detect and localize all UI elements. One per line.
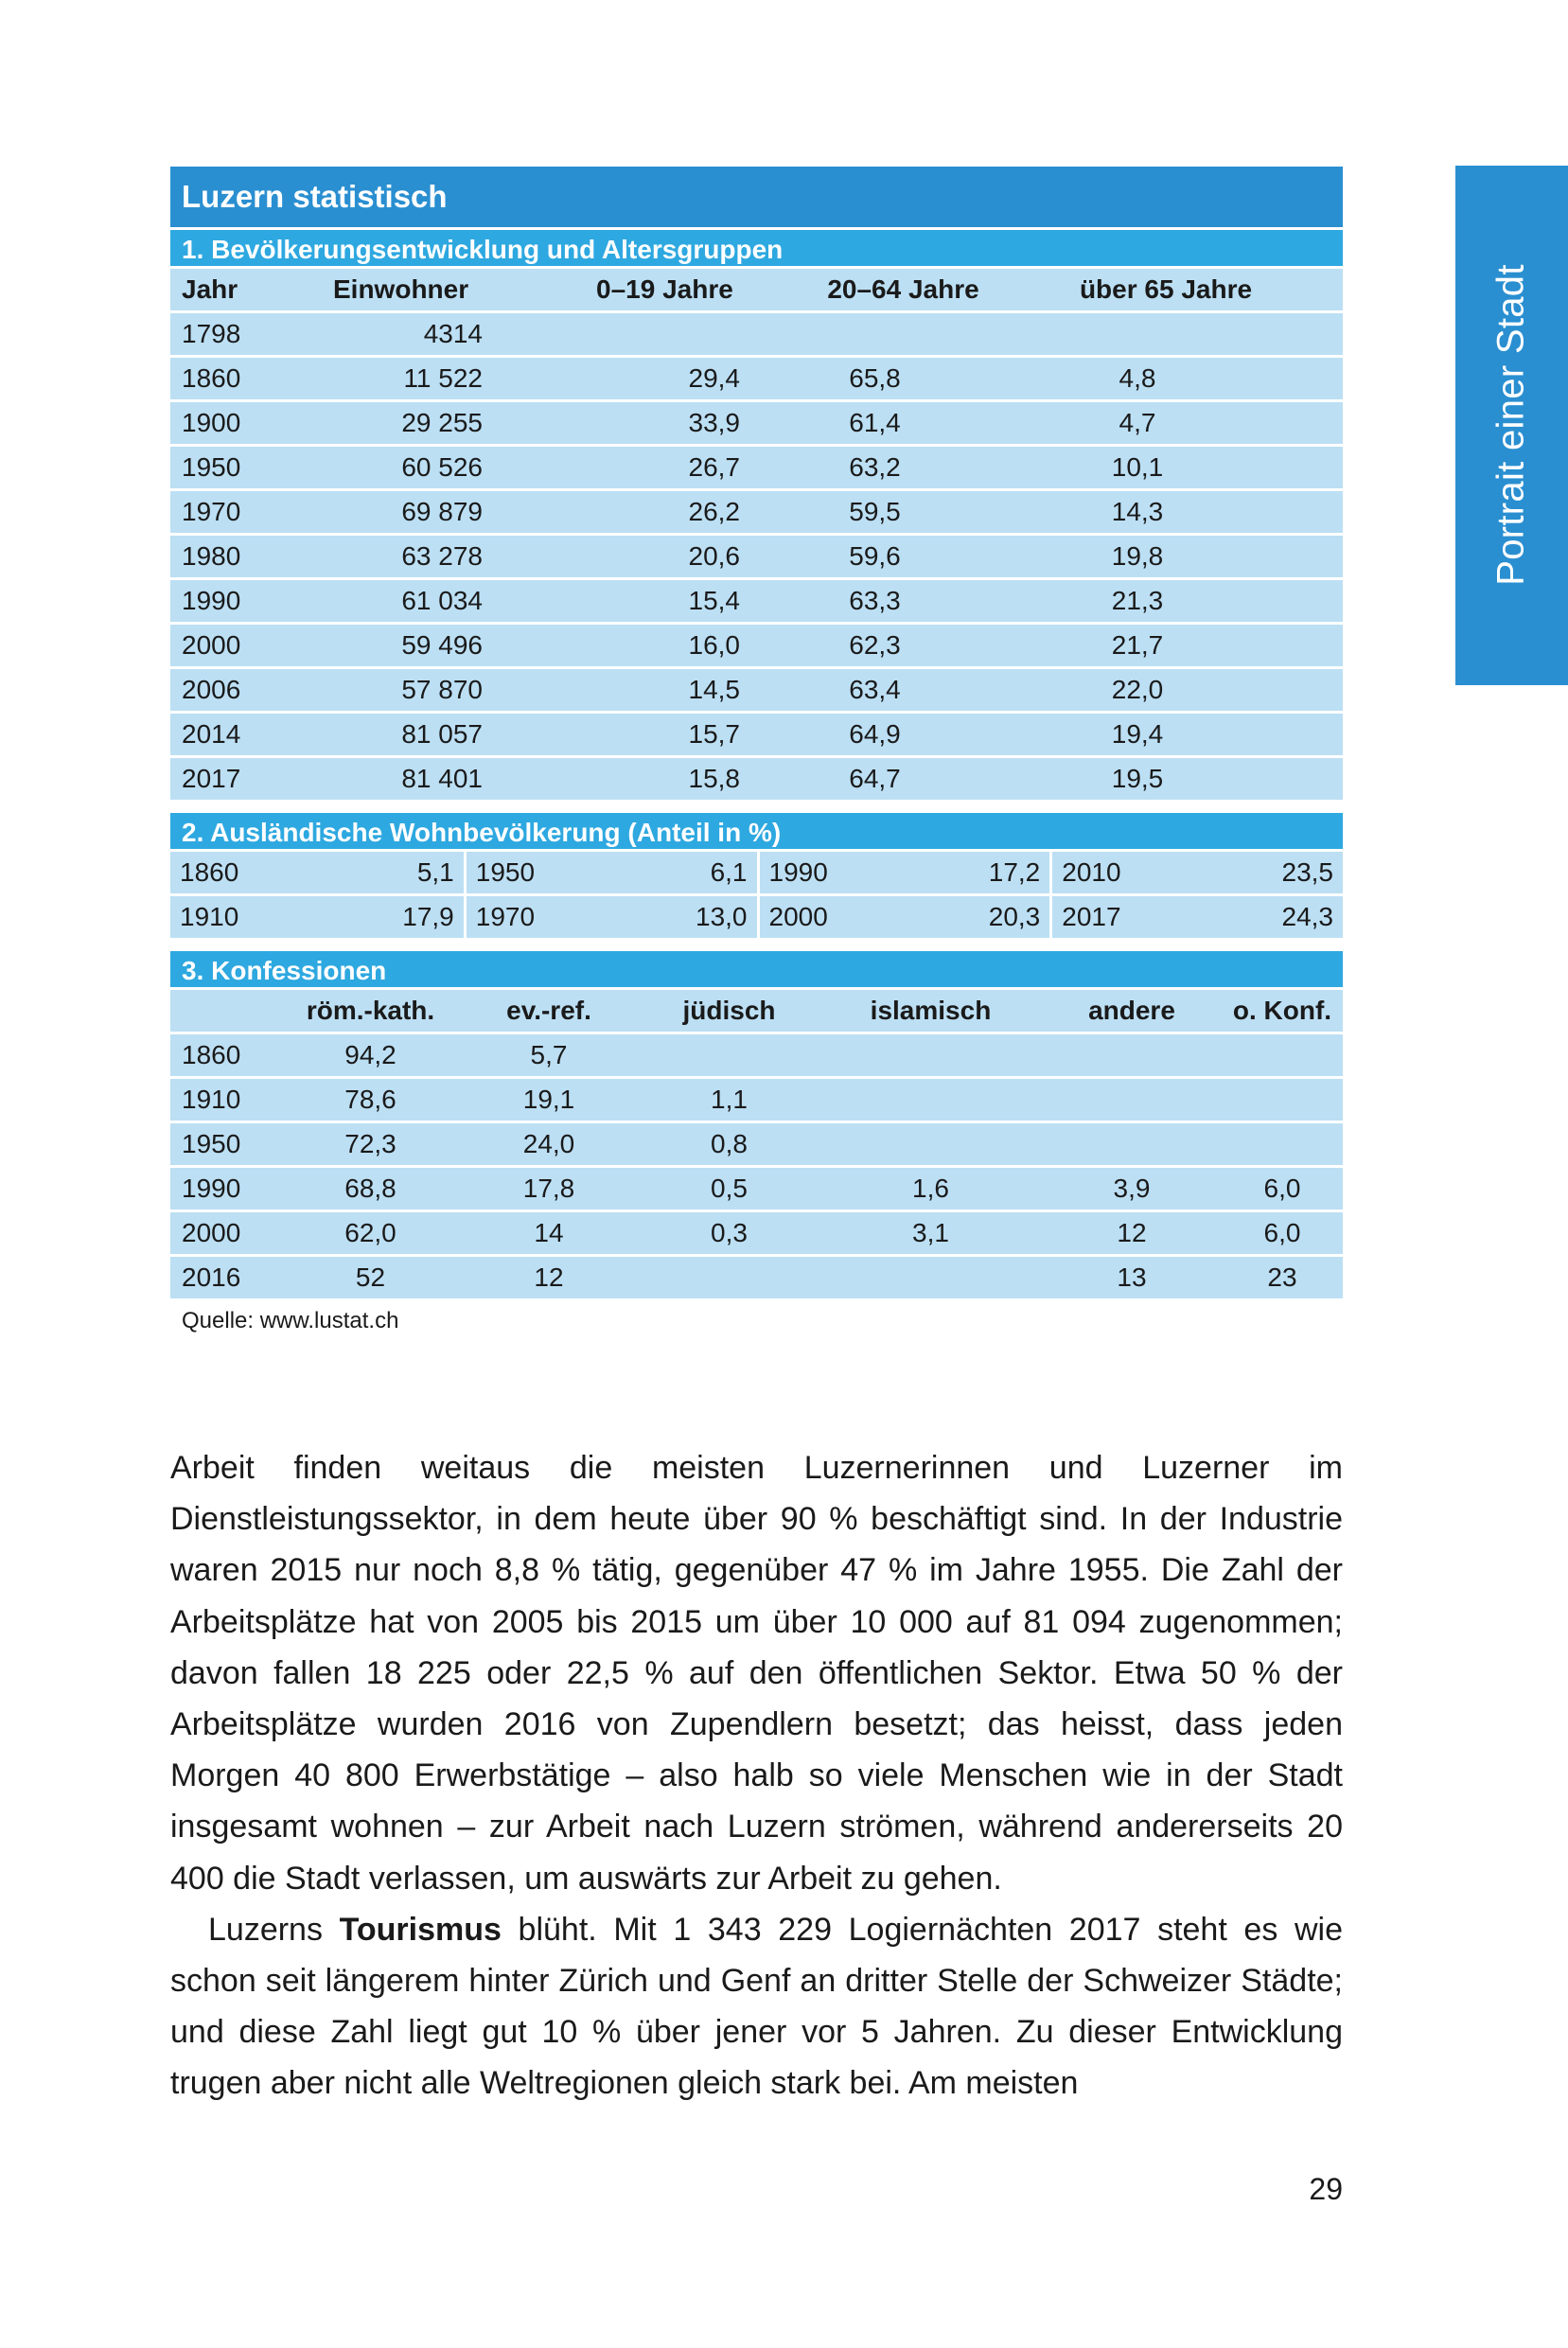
table-cell	[740, 313, 1010, 355]
table-cell	[1010, 313, 1265, 355]
table-cell: 13	[1117, 1262, 1147, 1292]
table-cell: 72,3	[344, 1129, 396, 1158]
paragraph	[170, 1904, 1343, 2110]
table-header-row	[170, 987, 1343, 1032]
column-header: Jahr	[182, 274, 238, 304]
table-cell: 26,2	[688, 497, 740, 526]
table-cell	[819, 1034, 1042, 1076]
table-cell: 1910	[182, 1085, 241, 1114]
table-cell: 16,0	[688, 630, 740, 660]
table-cell: 1980	[182, 541, 241, 571]
year-value-pair	[757, 896, 1050, 938]
table-cell: 59,5	[849, 497, 901, 526]
table-row	[170, 711, 1343, 755]
chapter-tab	[1455, 166, 1568, 685]
table-cell: 63,2	[849, 452, 901, 482]
table-cell-value: 17,2	[988, 857, 1041, 887]
paragraph-text: blüht. Mit 1 343 229 Logiernächten 2017 steht es wie schon seit längerem hinter Zürich und Genf an dritter Stelle der Schweizer Städte; und diese Zahl liegt gut 10 % über jener vor 5 Jahren. Zu dieser Entwicklung trugen aber nicht alle Weltregionen gleich stark bei. Am meisten	[170, 1911, 1343, 2102]
table-row	[170, 1076, 1343, 1121]
table-cell	[1042, 1034, 1222, 1076]
confessions-table-body	[170, 1032, 1343, 1298]
table-row	[170, 399, 1343, 444]
table-cell: 62,3	[849, 630, 901, 660]
body-text	[170, 1442, 1343, 2110]
table-cell: 1990	[182, 1174, 241, 1203]
table-row	[170, 1121, 1343, 1165]
table-cell: 1900	[182, 408, 241, 437]
table-row	[170, 577, 1343, 622]
paragraph: Arbeit finden weitaus die meisten Luzernerinnen und Luzerner im Dienstleistungssektor, in dem heute über 90 % beschäftigt sind. In der Industrie waren 2015 nur noch 8,8 % tätig, gegenüber 47 % im Jahre 1955. Die Zahl der Arbeitsplätze hat von 2005 bis 2015 um über 10 000 auf 81 094 zugenommen; davon fallen 18 225 oder 22,5 % auf den öffentlichen Sektor. Etwa 50 % der Arbeitsplätze wurden 2016 von Zupendlern besetzt; das heisst, dass jeden Morgen 40 800 Erwerbstätige – also halb so viele Menschen wie in der Stadt insgesamt wohnen – zur Arbeit nach Luzern strömen, während andererseits 20 400 die Stadt verlassen, um auswärts zur Arbeit zu gehen.	[170, 1450, 1343, 1897]
table-header-row	[170, 266, 1343, 310]
column-header: röm.-kath.	[306, 996, 435, 1025]
table-row	[170, 310, 1343, 355]
table-cell: 2016	[182, 1262, 241, 1292]
column-header: andere	[1088, 996, 1175, 1025]
table-row	[170, 488, 1343, 533]
table-cell: 14	[534, 1218, 564, 1247]
table-cell-year: 2017	[1062, 902, 1121, 931]
table-cell: 20,6	[688, 541, 740, 571]
table-cell: 59 496	[401, 630, 483, 660]
table-row	[170, 355, 1343, 399]
table-cell: 23	[1267, 1262, 1297, 1292]
table-cell: 1970	[182, 497, 241, 526]
chapter-tab-label: Portrait einer Stadt	[1489, 264, 1532, 586]
table-cell-value: 6,1	[710, 857, 748, 887]
year-value-pair	[464, 896, 757, 938]
table-cell: 60 526	[401, 452, 483, 482]
statistics-title: Luzern statistisch	[170, 167, 1343, 227]
table-cell: 33,9	[688, 408, 740, 437]
table-cell: 19,8	[1111, 541, 1164, 571]
table-cell-year: 2000	[768, 902, 828, 931]
table-row	[170, 1209, 1343, 1254]
table-cell: 64,9	[849, 719, 901, 749]
table-cell: 0,5	[711, 1174, 748, 1203]
table-cell: 81 401	[401, 764, 483, 793]
table-row	[170, 666, 1343, 711]
source-note: Quelle: www.lustat.ch	[182, 1308, 399, 1333]
table-cell: 3,9	[1113, 1174, 1151, 1203]
table-cell: 15,8	[688, 764, 740, 793]
table-cell-year: 1970	[475, 902, 536, 931]
table-cell	[1042, 1123, 1222, 1165]
table-cell: 94,2	[344, 1040, 396, 1069]
table-row	[170, 1032, 1343, 1076]
table-cell: 26,7	[688, 452, 740, 482]
table-cell: 63,3	[849, 586, 901, 615]
table-cell: 2000	[182, 1218, 241, 1247]
table-cell: 15,7	[688, 719, 740, 749]
paragraph-text: Luzerns	[208, 1911, 340, 1948]
table-cell: 81 057	[401, 719, 483, 749]
table-cell: 3,1	[912, 1218, 949, 1247]
foreign-population-table-body	[170, 849, 1343, 938]
table-cell: 19,1	[522, 1085, 575, 1114]
table-cell: 6,0	[1263, 1174, 1301, 1203]
year-value-pair	[464, 852, 757, 893]
year-value-pair	[757, 852, 1050, 893]
table-cell-year: 1950	[475, 857, 536, 887]
table-cell: 2000	[182, 630, 241, 660]
table-row	[170, 893, 1343, 938]
column-header: über 65 Jahre	[1079, 274, 1253, 304]
table-cell: 2017	[182, 764, 241, 793]
table-row	[170, 533, 1343, 577]
table-row	[170, 622, 1343, 666]
table-cell: 52	[355, 1262, 386, 1292]
table-cell: 29 255	[401, 408, 483, 437]
table-cell: 64,7	[849, 764, 901, 793]
table-cell: 5,7	[530, 1040, 568, 1069]
year-value-pair	[1049, 852, 1343, 893]
table-cell: 21,7	[1111, 630, 1164, 660]
table-cell: 1990	[182, 586, 241, 615]
table-cell	[639, 1257, 819, 1298]
year-value-pair	[170, 852, 464, 893]
table-cell: 1798	[182, 319, 241, 348]
table-cell: 10,1	[1111, 452, 1164, 482]
table-cell: 14,3	[1111, 497, 1164, 526]
table-cell: 61,4	[849, 408, 901, 437]
table-cell: 63 278	[401, 541, 483, 571]
table-cell: 1,6	[912, 1174, 949, 1203]
table-cell	[639, 1034, 819, 1076]
table-cell-year: 1910	[180, 902, 239, 931]
table-cell: 0,8	[711, 1129, 748, 1158]
column-header: o. Konf.	[1232, 996, 1332, 1025]
table-cell-value: 17,9	[402, 902, 454, 931]
table-cell: 59,6	[849, 541, 901, 571]
table-cell: 61 034	[401, 586, 483, 615]
table-cell: 1860	[182, 1040, 241, 1069]
table-cell: 1,1	[711, 1085, 748, 1114]
table-cell-value: 13,0	[696, 902, 748, 931]
table-cell-value: 20,3	[988, 902, 1041, 931]
table-cell: 19,4	[1111, 719, 1164, 749]
table-cell-value: 24,3	[1281, 902, 1333, 931]
table-cell: 4,8	[1119, 363, 1156, 393]
population-table	[170, 227, 1343, 800]
table-row	[170, 444, 1343, 488]
page-number: 29	[1309, 2172, 1343, 2206]
table-cell	[1222, 1034, 1343, 1076]
population-table-body	[170, 310, 1343, 800]
table-cell: 12	[534, 1262, 564, 1292]
table-cell-value: 5,1	[416, 857, 454, 887]
statistics-box	[170, 167, 1343, 1334]
table-cell: 15,4	[688, 586, 740, 615]
table-cell: 4,7	[1119, 408, 1156, 437]
table-row	[170, 755, 1343, 800]
table-cell-year: 2010	[1062, 857, 1121, 887]
column-header: Einwohner	[333, 274, 469, 304]
table-cell: 57 870	[401, 675, 483, 704]
table-cell-value: 23,5	[1281, 857, 1333, 887]
table-cell	[819, 1257, 1042, 1298]
table-cell: 6,0	[1263, 1218, 1301, 1247]
table-cell-year: 1990	[768, 857, 828, 887]
table-cell: 0,3	[711, 1218, 748, 1247]
table-cell: 62,0	[344, 1218, 396, 1247]
table-cell	[1222, 1079, 1343, 1121]
table-cell	[1042, 1079, 1222, 1121]
table-cell: 24,0	[522, 1129, 575, 1158]
table-cell: 68,8	[344, 1174, 396, 1203]
column-header	[170, 990, 282, 1032]
table-cell: 1950	[182, 1129, 241, 1158]
table-cell: 21,3	[1111, 586, 1164, 615]
section-title: 3. Konfessionen	[170, 948, 1343, 987]
table-row	[170, 1254, 1343, 1298]
table-cell: 14,5	[688, 675, 740, 704]
column-header: jüdisch	[682, 996, 776, 1025]
table-cell: 1860	[182, 363, 241, 393]
table-cell: 11 522	[403, 363, 483, 393]
table-cell-year: 1860	[180, 857, 239, 887]
table-cell: 78,6	[344, 1085, 396, 1114]
table-cell: 1950	[182, 452, 241, 482]
table-cell	[1222, 1123, 1343, 1165]
section-title: 2. Ausländische Wohnbevölkerung (Anteil in %)	[170, 810, 1343, 849]
foreign-population-table	[170, 810, 1343, 938]
table-cell: 2006	[182, 675, 241, 704]
table-cell	[819, 1123, 1042, 1165]
year-value-pair	[170, 896, 464, 938]
column-header: 0–19 Jahre	[596, 274, 733, 304]
column-header: islamisch	[870, 996, 992, 1025]
section-title: 1. Bevölkerungsentwicklung und Altersgruppen	[170, 227, 1343, 266]
year-value-pair	[1049, 896, 1343, 938]
table-cell: 17,8	[522, 1174, 575, 1203]
table-cell: 19,5	[1111, 764, 1164, 793]
table-cell: 69 879	[401, 497, 483, 526]
table-cell: 63,4	[849, 675, 901, 704]
table-cell: 4314	[423, 319, 483, 348]
table-cell: 65,8	[849, 363, 901, 393]
table-cell	[483, 313, 740, 355]
column-header: 20–64 Jahre	[827, 274, 979, 304]
table-cell: 2014	[182, 719, 241, 749]
table-cell: 12	[1117, 1218, 1147, 1247]
table-row	[170, 1165, 1343, 1209]
column-header: ev.-ref.	[506, 996, 591, 1025]
confessions-table	[170, 948, 1343, 1298]
table-cell	[819, 1079, 1042, 1121]
bold-term: Tourismus	[339, 1911, 502, 1948]
table-cell: 22,0	[1111, 675, 1164, 704]
table-row	[170, 849, 1343, 893]
table-cell: 29,4	[688, 363, 740, 393]
